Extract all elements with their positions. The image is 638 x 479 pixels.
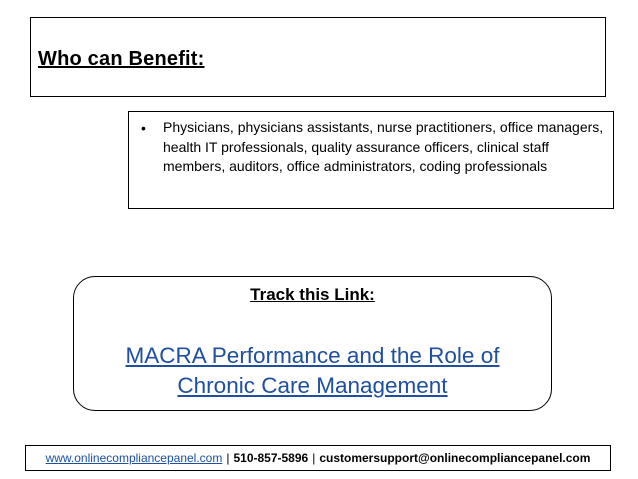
audience-text: Physicians, physicians assistants, nurse practitioners, office managers, health IT professionals, quality assurance officers, clinical staff members, auditors, office administrators, coding professionals [163,119,604,175]
bullet-icon: • [141,120,146,136]
footer-separator: | [226,451,230,465]
list-item [141,118,605,177]
course-link[interactable] [74,341,551,401]
footer-separator: | [312,451,316,465]
title-box [30,17,606,97]
slide-title: Who can Benefit: [38,48,205,70]
course-link-line-1[interactable]: MACRA Performance and the Role of [125,343,500,368]
footer [25,445,611,471]
link-heading: Track this Link: [250,285,375,304]
phone-number: 510-857-5896 [233,451,309,465]
support-email: customersupport@onlinecompliancepanel.com [319,451,591,465]
audience-box [128,111,614,209]
link-box [73,276,552,411]
website-link[interactable]: www.onlinecompliancepanel.com [45,451,223,465]
course-link-line-2[interactable]: Chronic Care Management [177,373,448,398]
